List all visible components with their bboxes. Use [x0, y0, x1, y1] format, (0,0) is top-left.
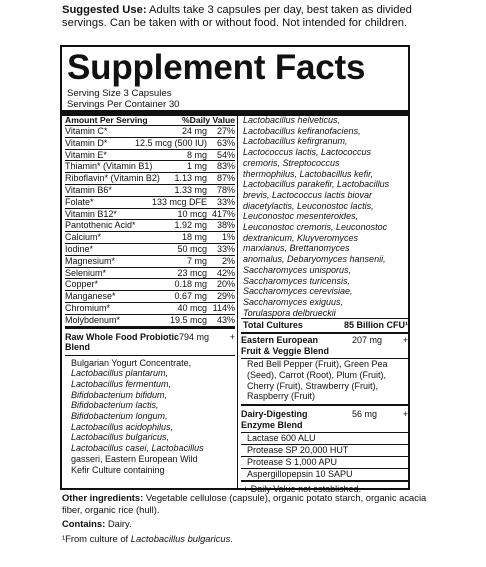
other-ingredients-label: Other ingredients: — [62, 492, 144, 503]
other-ingredients — [62, 492, 434, 515]
nutrient-row — [65, 197, 235, 209]
probiotic-blend-amount: 794 mg — [179, 331, 210, 342]
fruit-blend-name-line1: Eastern European — [241, 335, 319, 346]
footnote-species: Lactobacillus bulgaricus. — [130, 532, 233, 544]
nutrient-row — [65, 161, 235, 173]
nutrient-table — [65, 126, 235, 327]
enzyme-list — [241, 432, 408, 480]
nutrient-amount: 1.13 mg — [174, 173, 207, 184]
nutrient-name: Selenium* — [65, 267, 107, 278]
nutrient-amount: 18 mg — [181, 232, 207, 243]
other-ingredients-text: Vegetable cellulose (capsule), organic potato starch, organic acacia fiber, organic rice (hull). — [62, 492, 427, 515]
culture-footnote — [62, 533, 434, 545]
probiotic-line: Kefir Culture containing — [71, 464, 165, 475]
culture-line: Torulaspora delbrueckii — [243, 307, 336, 318]
culture-line: Lactobacillus kefiranofaciens, — [243, 125, 361, 136]
nutrient-name: Vitamin C* — [65, 126, 108, 136]
bottom-notes — [62, 492, 434, 544]
culture-line: Lactobacillus parakefir, Lactobacillus — [243, 179, 390, 190]
nutrient-dv: 42% — [216, 267, 235, 278]
nutrient-row — [65, 256, 235, 268]
servings-per-container: Servings Per Container 30 — [67, 99, 180, 110]
probiotic-line: Lactobacillus casei, Lactobacillus — [71, 443, 204, 454]
nutrient-dv: 43% — [216, 314, 235, 325]
enzyme-blend-name — [241, 409, 352, 430]
probiotic-line: gasseri, Eastern European Wild — [71, 453, 198, 464]
culture-line: Saccharomyces unisporus, — [243, 264, 352, 275]
contains — [62, 518, 434, 530]
probiotic-line: Lactobacillus fermentum, — [71, 378, 172, 389]
culture-line: dextranicum, Kluyveromyces — [243, 232, 359, 243]
nutrient-dv: 20% — [216, 279, 235, 290]
nutrient-name: Calcium* — [65, 232, 102, 243]
nutrient-dv: 78% — [216, 184, 235, 195]
contains-label: Contains: — [62, 518, 106, 530]
nutrient-row — [65, 303, 235, 315]
nutrient-amount: 133 mcg DFE — [151, 196, 207, 207]
nutrient-amount: 12.5 mcg (500 IU) — [134, 137, 207, 148]
nutrient-amount: 8 mg — [186, 149, 207, 160]
fruit-line: Raspberry (Fruit) — [247, 391, 316, 402]
enzyme-row: Lactase 600 ALU — [241, 432, 408, 444]
nutrient-name: Vitamin E* — [65, 149, 107, 160]
nutrient-row — [65, 185, 235, 197]
dv-note: + Daily Value not established. — [241, 480, 408, 495]
culture-line: anomalus, Debaryomyces hansenii, — [243, 254, 386, 265]
nutrient-name: Vitamin B12* — [65, 208, 117, 219]
nutrient-amount: 23 mcg — [177, 267, 207, 278]
fruit-blend-name-line2: Fruit & Veggie Blend — [241, 345, 330, 356]
nutrient-dv: 38% — [216, 220, 235, 231]
culture-line: brevis, Lactococcus lactis biovar — [243, 189, 373, 200]
nutrient-name: Chromium* — [65, 302, 111, 313]
nutrient-name: Pantothenic Acid* — [65, 220, 136, 231]
left-column — [65, 115, 235, 475]
probiotic-line: Bifidobacterium bifidum, — [71, 389, 168, 400]
culture-list — [241, 115, 408, 318]
culture-line: cremoris, Streptococcus — [243, 157, 340, 168]
fruit-blend-ingredients — [241, 358, 408, 402]
fruit-blend-dv: + — [402, 335, 408, 346]
serving-size: Serving Size 3 Capsules — [67, 88, 172, 99]
contains-text: Dairy. — [107, 518, 132, 530]
nutrient-name: Vitamin B6* — [65, 184, 112, 195]
nutrient-dv: 33% — [216, 243, 235, 254]
nutrient-row — [65, 126, 235, 138]
nutrient-name: Thiamin* (Vitamin B1) — [65, 161, 153, 172]
culture-line: Lactobacillus helveticus, — [243, 115, 341, 125]
probiotic-blend-dv: + — [229, 331, 235, 342]
nutrient-dv: 54% — [216, 149, 235, 160]
enzyme-row: Aspergillopepsin 10 SAPU — [241, 468, 408, 480]
suggested-use-text: Adults take 3 capsules per day, best taken as divided servings. Can be taken with or without food. Not intended for children. — [62, 4, 412, 29]
culture-line: Leuconostoc cremoris, Leuconostoc — [243, 222, 388, 233]
enzyme-blend-amount: 56 mg — [352, 409, 378, 420]
nutrient-row — [65, 268, 235, 280]
table-header — [65, 115, 235, 126]
culture-line: Saccharomyces turicensis, — [243, 275, 351, 286]
nutrient-row — [65, 291, 235, 303]
nutrient-dv: 63% — [216, 137, 235, 148]
nutrient-dv: 83% — [216, 161, 235, 172]
culture-line: diacetylactis, Leuconostoc lactis, — [243, 200, 374, 211]
nutrient-amount: 0.67 mg — [174, 291, 207, 302]
nutrient-amount: 1 mg — [186, 161, 207, 172]
nutrient-name: Copper* — [65, 279, 99, 290]
nutrient-row — [65, 244, 235, 256]
culture-line: Leuconostoc mesenteroides, — [243, 211, 359, 222]
total-cultures-label: Total Cultures — [243, 320, 303, 331]
nutrient-amount: 19.5 mcg — [169, 314, 207, 325]
fruit-line: Cherry (Fruit), Strawberry (Fruit), — [247, 380, 379, 391]
nutrient-amount: 50 mcg — [177, 243, 207, 254]
nutrient-amount: 10 mcg — [177, 208, 207, 219]
nutrient-amount: 1.92 mg — [174, 220, 207, 231]
enzyme-blend-name-line2: Enzyme Blend — [241, 419, 303, 430]
right-column — [241, 115, 408, 495]
culture-line: marxianus, Brettanomyces — [243, 243, 350, 254]
nutrient-amount: 7 mg — [186, 255, 207, 266]
nutrient-row — [65, 220, 235, 232]
nutrient-name: Manganese* — [65, 291, 116, 302]
fruit-blend-header — [241, 334, 408, 356]
probiotic-line: Lactobacillus bulgaricus, — [71, 432, 170, 443]
culture-line: Saccharomyces cerevisiae, — [243, 286, 353, 297]
nutrient-name: Vitamin D* — [65, 137, 108, 148]
suggested-use-label: Suggested Use: — [62, 4, 147, 16]
fruit-line: (Seed), Carrot (Root), Plum (Fruit), — [247, 370, 387, 381]
enzyme-row: Protease SP 20,000 HUT — [241, 444, 408, 456]
nutrient-amount: 40 mcg — [177, 302, 207, 313]
culture-line: thermophilus, Lactobacillus kefir, — [243, 168, 374, 179]
probiotic-line: Lactobacillus acidophilus, — [71, 421, 174, 432]
nutrient-name: Riboflavin* (Vitamin B2) — [65, 173, 160, 184]
probiotic-blend-name: Raw Whole Food Probiotic Blend — [65, 331, 179, 353]
nutrient-dv: 114% — [212, 302, 235, 313]
supplement-facts-panel — [60, 45, 410, 495]
header-dv: %Daily Value — [181, 115, 235, 125]
nutrient-amount: 1.33 mg — [174, 184, 207, 195]
probiotic-blend-header — [65, 327, 235, 353]
nutrient-dv: 87% — [216, 173, 235, 184]
nutrient-row — [65, 232, 235, 244]
total-cultures-value: 85 Billion CFU¹ — [343, 320, 408, 331]
nutrient-row — [65, 173, 235, 185]
nutrient-amount: 24 mg — [181, 126, 207, 136]
probiotic-line: Bulgarian Yogurt Concentrate, — [71, 357, 192, 368]
nutrient-name: Magnesium* — [65, 255, 116, 266]
enzyme-row: Protease S 1,000 APU — [241, 456, 408, 468]
nutrient-dv: 27% — [216, 126, 235, 136]
panel-title: Supplement Facts — [67, 48, 366, 87]
probiotic-line: Bifidobacterium longum, — [71, 411, 168, 422]
footnote-prefix: ¹From culture of — [62, 532, 129, 544]
nutrient-dv: 1% — [221, 232, 235, 243]
total-cultures-row — [241, 318, 408, 334]
nutrient-name: Molybdenum* — [65, 314, 121, 325]
column-divider — [237, 115, 238, 490]
nutrient-row — [65, 315, 235, 327]
nutrient-dv: 33% — [216, 196, 235, 207]
enzyme-blend-name-line1: Dairy-Digesting — [241, 409, 308, 420]
culture-line: Lactococcus lactis, Lactococcus — [243, 147, 372, 158]
nutrient-row — [65, 279, 235, 291]
probiotic-blend-ingredients — [65, 355, 235, 476]
nutrient-dv: 29% — [216, 291, 235, 302]
probiotic-line: Bifidobacterium lactis, — [71, 400, 159, 411]
culture-line: Saccharomyces exiguus, — [243, 296, 344, 307]
fruit-blend-amount: 207 mg — [352, 335, 383, 346]
nutrient-row — [65, 150, 235, 162]
nutrient-name: Iodine* — [65, 243, 94, 254]
culture-line: Lactobacillus kefirgranum, — [243, 136, 348, 147]
suggested-use — [62, 4, 434, 30]
nutrient-amount: 0.18 mg — [174, 279, 207, 290]
fruit-blend-name — [241, 335, 352, 356]
enzyme-blend-dv: + — [402, 409, 408, 420]
fruit-line: Red Bell Pepper (Fruit), Green Pea — [247, 359, 388, 370]
header-amount: Amount Per Serving — [65, 115, 148, 125]
probiotic-line: Lactobacillus plantarum, — [71, 368, 169, 379]
nutrient-dv: 2% — [221, 255, 235, 266]
enzyme-blend-header — [241, 404, 408, 430]
nutrient-name: Folate* — [65, 196, 94, 207]
nutrient-dv: 417% — [211, 208, 235, 219]
nutrient-row — [65, 138, 235, 150]
nutrient-row — [65, 209, 235, 221]
